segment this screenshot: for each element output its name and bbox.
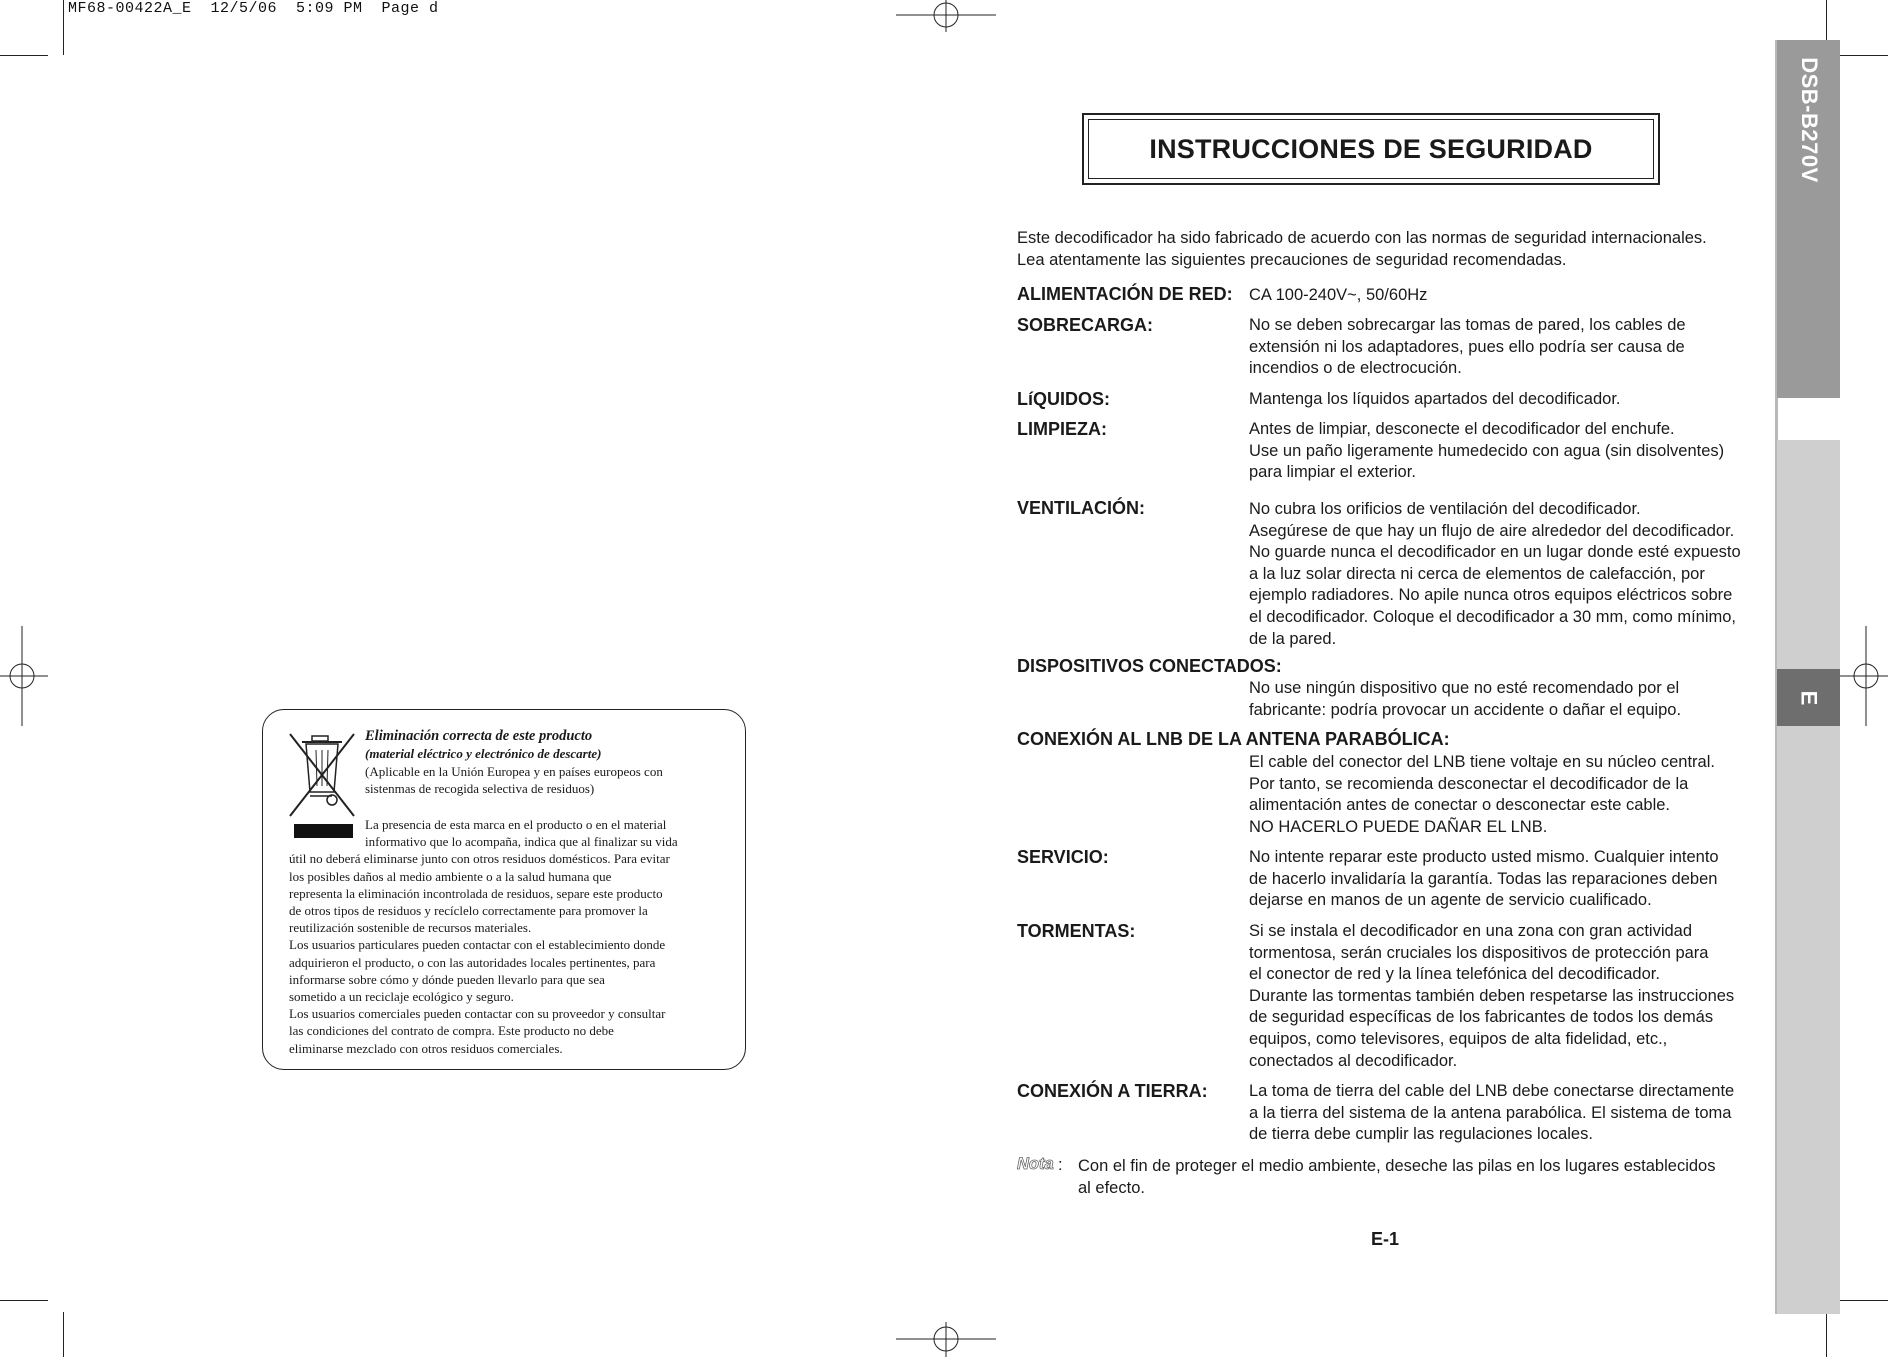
section-label: TORMENTAS: (1017, 921, 1136, 941)
page-title: INSTRUCCIONES DE SEGURIDAD (1088, 119, 1654, 179)
section-line: No guarde nunca el decodificador en un lugar donde esté expuesto (1249, 543, 1741, 562)
section-body (1249, 1081, 1769, 1146)
section-line: Si se instala el decodificador en una zona con gran actividad (1249, 922, 1693, 940)
section-line: ejemplo radiadores. No apile nunca otros equipos eléctricos sobre (1249, 586, 1733, 605)
disposal-body-line: Los usuarios particulares pueden contactar con el establecimiento donde (289, 937, 666, 953)
disposal-body-line: eliminarse mezclado con otros residuos comerciales. (289, 1040, 563, 1056)
section-line: de la pared. (1249, 629, 1337, 648)
disposal-body-line: de otros tipos de residuos y recíclelo correctamente para promover la (289, 903, 648, 919)
disposal-body-line: sometido a un reciclaje ecológico y seguro. (289, 989, 514, 1005)
section-line: alimentación antes de conectar o desconectar este cable. (1249, 796, 1671, 815)
intro-paragraph (1017, 227, 1757, 271)
section-line: dejarse en manos de un agente de servicio cualificado. (1249, 891, 1652, 910)
disposal-body-line: informativo que lo acompaña, indica que al finalizar su vida (365, 834, 678, 850)
disposal-body (289, 816, 678, 1057)
section-line: Por tanto, se recomienda desconectar el decodificador de la (1249, 774, 1689, 793)
section-body (1249, 285, 1769, 307)
disposal-subtitle: (material eléctrico y electrónico de descarte) (365, 746, 602, 761)
section-label: CONEXIÓN AL LNB DE LA ANTENA PARABÓLICA: (1017, 729, 1450, 749)
intro-line: Lea atentamente las siguientes precauciones de seguridad recomendadas. (1017, 251, 1567, 269)
section-label: SOBRECARGA: (1017, 315, 1154, 335)
section-body (1249, 921, 1769, 1072)
section-line: No cubra los orificios de ventilación del decodificador. (1249, 500, 1641, 518)
disposal-body-line: La presencia de esta marca en el producto o en el material (365, 817, 667, 832)
disposal-body-line: Los usuarios comerciales pueden contactar con su proveedor y consultar (289, 1006, 666, 1022)
print-header: MF68-00422A_E 12/5/06 5:09 PM Page d (68, 0, 439, 17)
intro-line: Este decodificador ha sido fabricado de acuerdo con las normas de seguridad internacionales. (1017, 229, 1707, 247)
disposal-applicability-line: (Aplicable en la Unión Europea y en países europeos con (365, 764, 663, 779)
section-line: incendios o de electrocución. (1249, 359, 1462, 378)
note-label: Nota (1017, 1155, 1054, 1173)
crop-mark (1826, 1314, 1827, 1357)
section-body (1249, 678, 1769, 721)
section-line: de tierra debe cumplir las regulaciones locales. (1249, 1125, 1593, 1144)
section-line: CA 100-240V~, 50/60Hz (1249, 286, 1428, 304)
crop-mark (63, 1312, 64, 1357)
section-line: el conector de red y la línea telefónica del decodificador. (1249, 965, 1660, 984)
section-line: Asegúrese de que hay un flujo de aire alrededor del decodificador. (1249, 521, 1735, 540)
section-line: a la luz solar directa ni cerca de elementos de calefacción, por (1249, 564, 1705, 583)
crossed-out-bin-icon (288, 732, 356, 818)
crop-mark (1840, 55, 1888, 56)
section-body (1249, 419, 1769, 484)
section-line: El cable del conector del LNB tiene voltaje en su núcleo central. (1249, 753, 1715, 771)
note-body (1078, 1156, 1715, 1199)
section-label: CONEXIÓN A TIERRA: (1017, 1081, 1208, 1101)
weee-disposal-box (262, 709, 746, 1070)
crop-mark (0, 55, 48, 56)
section-line: No se deben sobrecargar las tomas de pared, los cables de (1249, 316, 1686, 334)
model-tab-label-box (1777, 40, 1840, 200)
section-line: fabricante: podría provocar un accidente o dañar el equipo. (1249, 700, 1682, 719)
section-line: el decodificador. Coloque el decodificador a 30 mm, como mínimo, (1249, 607, 1736, 626)
note-line: Con el fin de proteger el medio ambiente, deseche las pilas en los lugares establecidos (1078, 1157, 1716, 1175)
registration-mark-icon (0, 626, 48, 726)
section-line: NO HACERLO PUEDE DAÑAR EL LNB. (1249, 817, 1548, 836)
section-label: VENTILACIÓN: (1017, 498, 1145, 518)
section-line: Use un paño ligeramente humedecido con agua (sin disolventes) (1249, 441, 1725, 460)
section-line: Durante las tormentas también deben respetarse las instrucciones (1249, 986, 1735, 1005)
disposal-body-line: útil no deberá eliminarse junto con otros residuos domésticos. Para evitar (289, 851, 670, 867)
registration-mark-icon (1840, 626, 1888, 726)
section-body (1249, 499, 1769, 650)
disposal-body-line: las condiciones del contrato de compra. Este producto no debe (289, 1023, 614, 1039)
section-line: conectados al decodificador. (1249, 1051, 1458, 1070)
section-line: de hacerlo invalidaría la garantía. Todas las reparaciones deben (1249, 869, 1718, 888)
section-label: ALIMENTACIÓN DE RED: (1017, 284, 1233, 304)
note-line: al efecto. (1078, 1178, 1145, 1197)
section-line: equipos, como televisores, equipos de alta fidelidad, etc., (1249, 1029, 1668, 1048)
disposal-body-line: adquirieron el producto, o con las autoridades locales pertinentes, para (289, 954, 656, 970)
crop-mark (0, 1300, 48, 1301)
section-label: LíQUIDOS: (1017, 389, 1110, 409)
section-line: No use ningún dispositivo que no esté recomendado por el (1249, 679, 1680, 697)
registration-mark-icon (896, 0, 996, 32)
section-body (1249, 847, 1769, 912)
section-label: DISPOSITIVOS CONECTADOS: (1017, 656, 1282, 676)
disposal-body-line: representa la eliminación incontrolada de residuos, separe este producto (289, 885, 663, 901)
section-line: extensión ni los adaptadores, pues ello podría ser causa de (1249, 337, 1685, 356)
section-line: No intente reparar este producto usted mismo. Cualquier intento (1249, 848, 1719, 866)
crop-mark (1840, 1300, 1888, 1301)
disposal-body-line: los posibles daños al medio ambiente o a la salud humana que (289, 868, 612, 884)
disposal-applicability (365, 763, 663, 797)
note-colon: : (1058, 1156, 1063, 1174)
section-line: para limpiar el exterior. (1249, 463, 1416, 482)
section-line: La toma de tierra del cable del LNB debe conectarse directamente (1249, 1082, 1735, 1100)
section-line: Mantenga los líquidos apartados del decodificador. (1249, 390, 1621, 408)
section-line: de seguridad específicas de los fabricantes de todos los demás (1249, 1008, 1714, 1027)
crop-mark (1826, 0, 1827, 40)
section-label: LIMPIEZA: (1017, 419, 1107, 439)
section-line: a la tierra del sistema de la antena parabólica. El sistema de toma (1249, 1103, 1732, 1122)
crop-mark (63, 0, 64, 55)
section-line: tormentosa, serán cruciales los dispositivos de protección para (1249, 943, 1709, 962)
section-body (1249, 315, 1769, 380)
disposal-body-line: reutilización sostenible de recursos materiales. (289, 920, 532, 936)
registration-mark-icon (896, 1322, 996, 1357)
model-tab-label: DSB-B270V (1796, 57, 1822, 183)
language-tab (1777, 669, 1840, 726)
disposal-applicability-line: sistenmas de recogida selectiva de residuos) (365, 781, 595, 796)
section-label: SERVICIO: (1017, 847, 1109, 867)
section-body (1249, 389, 1769, 411)
title-box (1082, 113, 1660, 185)
language-tab-strip (1777, 440, 1840, 1314)
disposal-title: Eliminación correcta de este producto (365, 728, 593, 744)
page-number: E-1 (1371, 1229, 1400, 1249)
section-body (1249, 752, 1769, 838)
language-tab-label: E (1796, 690, 1822, 705)
section-line: Antes de limpiar, desconecte el decodificador del enchufe. (1249, 420, 1675, 438)
disposal-body-line: informarse sobre cómo y dónde pueden llevarlo para que sea (289, 971, 605, 987)
